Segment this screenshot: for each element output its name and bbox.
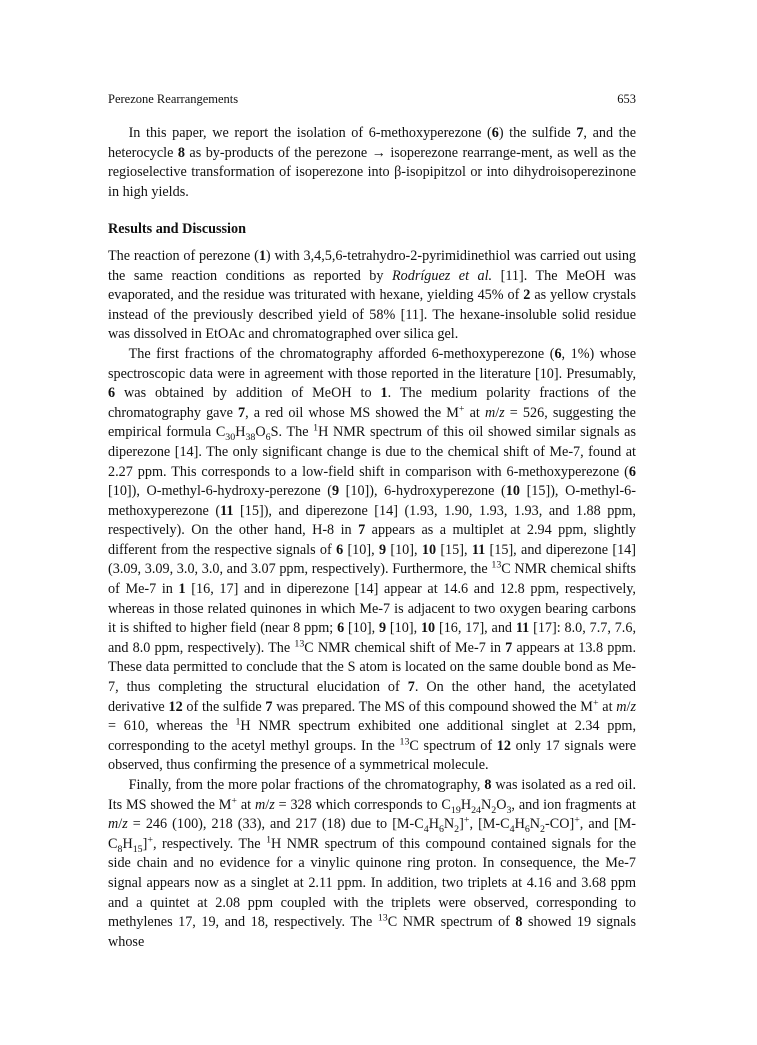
body-text bbox=[108, 124, 636, 952]
results-paragraph-2: The first fractions of the chromatography afforded 6-methoxyperezone (6, 1%) whose spectroscopic data were in agreement with those reported in the literature [10]. Presumably, 6 was obtained by addition of MeOH to 1. The medium polarity fractions of the chromatography gave 7, a red oil whose MS showed the M+ at m/z = 526, suggesting the empirical formula $C_{30}H_{38}O_6S$. The $^1$H NMR spectrum of this oil showed similar signals as diperezone [14]. The only significant change is due to the chemical shift of Me-7, found at 2.27 ppm. This corresponds to a low-field shift in comparison with 6-methoxyperezone (6 [10]), O-methyl-6-hydroxy-perezone (9 [10]), 6-hydroxyperezone (10 [15]), O-methyl-6-methoxyperezone (11 [15]), and diperezone [14] (1.93, 1.90, 1.93, 1.93, and 1.88 ppm, respectively). On the other hand, H-8 in 7 appears as a multiplet at 2.94 ppm, slightly different from the respective signals of 6 [10], 9 [10], 10 [15], 11 [15], and diperezone [14] (3.09, 3.09, 3.0, 3.0, and 3.07 ppm, respectively). Furthermore, the $^{13}$C NMR chemical shifts of Me-7 in 1 [16, 17] and in diperezone [14] appear at 14.6 and 12.8 ppm, respectively, whereas in those related quinones in which Me-7 is adjacent to two oxygen bearing carbons it is shifted to higher field (near 8 ppm; 6 [10], 9 [10], 10 [16, 17], and 11 [17]: 8.0, 7.7, 7.6, and 8.0 ppm, respectively). The $^{13}$C NMR chemical shift of Me-7 in 7 appears at 13.8 ppm. These data permitted to conclude that the S atom is located on the same double bond as Me-7, thus completing the structural elucidation of 7. On the other hand, the acetylated derivative 12 of the sulfide 7 was prepared. The MS of this compound showed the M+ at m/z = 610, whereas the $^1$H NMR spectrum exhibited one additional singlet at 2.34 ppm, corresponding to the acetyl methyl groups. In the $^{13}$C spectrum of 12 only 17 signals were observed, thus confirming the presence of a symmetrical molecule. bbox=[108, 345, 637, 774]
section-heading: Results and Discussion bbox=[108, 221, 246, 238]
results-paragraph-3: Finally, from the more polar fractions of the chromatography, 8 was isolated as a red oil. Its MS showed the M+ at m/z = 328 which corresponds to $C_{19}H_{24}N_2O_3$, and ion fragments at m/z = 246 (100), 218 (33), and 217 (18) due to $[M-C_4H_6N_2]^+$, $[M-C_4H_6N_2-CO]^+$, and $[M-C_8H_{15}]^+$, respectively. The $^1$H NMR spectrum of this compound contained signals for the side chain and no evidence for a vinylic quinone ring proton. In consequence, the Me-7 signal appears now as a singlet at 2.11 ppm. In addition, two triplets at 4.16 and 3.68 ppm and a quintet at 2.08 ppm coupled with the triplets were observed, corresponding to methylenes 17, 19, and 18, respectively. The $^{13}$C NMR spectrum of 8 showed 19 signals whose bbox=[108, 777, 636, 950]
running-head bbox=[108, 90, 636, 108]
page-number: 653 bbox=[617, 92, 636, 106]
results-paragraph-1: The reaction of perezone (1) with 3,4,5,6-tetrahydro-2-pyrimidinethiol was carried out using the same reaction conditions as reported by Rodríguez et al. [11]. The MeOH was evaporated, and the residue was triturated with hexane, yielding 45% of 2 as yellow crystals instead of the previously described yield of 58% [11]. The hexane-insoluble solid residue was dissolved in EtOAc and chromatographed over silica gel. bbox=[108, 247, 637, 343]
intro-paragraph: In this paper, we report the isolation of 6-methoxyperezone (6) the sulfide 7, and the heterocycle 8 as by-products of the perezone → isoperezone rearrange-ment, as well as the regioselective transformation of isoperezone into β-isopipitzol or into dihydroisoperezinone in high yields. bbox=[108, 125, 637, 200]
running-head-title: Perezone Rearrangements bbox=[108, 92, 239, 106]
